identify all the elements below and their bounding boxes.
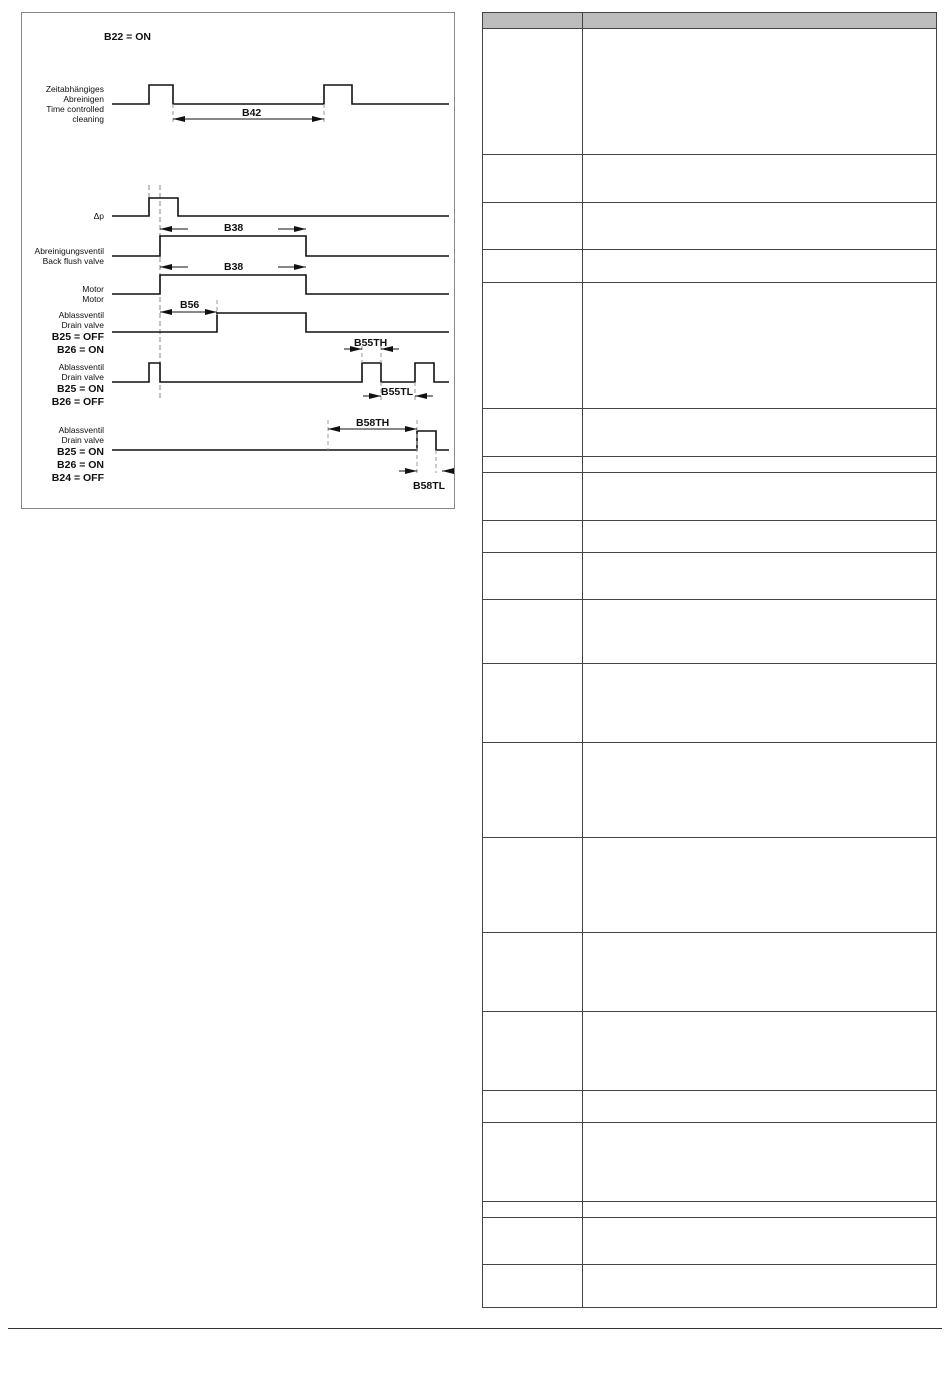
table-row (483, 1202, 937, 1218)
table-row (483, 743, 937, 838)
table-cell-description (583, 283, 937, 409)
svg-text:Ablassventil: Ablassventil (58, 310, 104, 320)
table-cell-parameter (483, 743, 583, 838)
waveform-drain2 (112, 363, 449, 382)
table-cell-description (583, 457, 937, 473)
table-header-row (483, 13, 937, 29)
svg-text:Ablassventil: Ablassventil (58, 425, 104, 435)
svg-text:Abreinigungsventil: Abreinigungsventil (34, 246, 104, 256)
svg-text:Zeitabhängiges: Zeitabhängiges (45, 84, 104, 94)
table-cell-parameter (483, 457, 583, 473)
svg-text:cleaning: cleaning (72, 114, 104, 124)
table-row (483, 664, 937, 743)
table-row (483, 1265, 937, 1308)
interval-b55th-label: B55TH (354, 337, 388, 349)
table-cell-parameter (483, 1123, 583, 1202)
svg-text:Drain valve: Drain valve (61, 320, 104, 330)
table-row (483, 250, 937, 283)
table-cell-parameter (483, 553, 583, 600)
table-cell-parameter (483, 1218, 583, 1265)
table-cell-parameter (483, 250, 583, 283)
table-cell-parameter (483, 155, 583, 203)
svg-text:Ablassventil: Ablassventil (58, 362, 104, 372)
waveform-time-cleaning (112, 85, 449, 104)
table-cell-description (583, 743, 937, 838)
interval-b55tl-label: B55TL (381, 386, 414, 398)
table-cell-description (583, 29, 937, 155)
table-cell-description (583, 838, 937, 933)
signal-backflush-label (35, 246, 105, 266)
waveform-drain3 (112, 431, 449, 450)
table-row (483, 1218, 937, 1265)
svg-text:Drain valve: Drain valve (61, 372, 104, 382)
table-cell-description (583, 1091, 937, 1123)
table-row (483, 283, 937, 409)
table-cell-parameter (483, 600, 583, 664)
signal-dp-label: Δp (93, 211, 104, 221)
table-row (483, 933, 937, 1012)
table-cell-description (583, 1012, 937, 1091)
table-cell-parameter (483, 1202, 583, 1218)
table-cell-parameter (483, 933, 583, 1012)
table-row (483, 1091, 937, 1123)
table-row (483, 553, 937, 600)
table-cell-parameter (483, 838, 583, 933)
waveform-backflush (112, 236, 449, 256)
table-cell-parameter (483, 1091, 583, 1123)
table-cell-description (583, 1265, 937, 1308)
svg-text:B25 = ON: B25 = ON (57, 383, 104, 395)
table-cell-description (583, 473, 937, 521)
table-cell-description (583, 1218, 937, 1265)
interval-b42-label: B42 (242, 107, 262, 119)
table-cell-parameter (483, 1012, 583, 1091)
svg-text:B24 = OFF: B24 = OFF (51, 472, 104, 484)
table-cell-description (583, 933, 937, 1012)
table-header-cell (583, 13, 937, 29)
table-cell-description (583, 553, 937, 600)
table-row (483, 203, 937, 250)
interval-b38-backflush-label: B38 (224, 222, 244, 234)
table-row (483, 457, 937, 473)
table-row (483, 521, 937, 553)
table-cell-description (583, 203, 937, 250)
table-body (483, 29, 937, 1308)
table-row (483, 155, 937, 203)
svg-text:Motor: Motor (82, 284, 104, 294)
table-row (483, 1123, 937, 1202)
table-cell-description (583, 155, 937, 203)
svg-text:B25 = OFF: B25 = OFF (51, 331, 104, 343)
config-header: B22 = ON (104, 31, 151, 43)
svg-text:B25 = ON: B25 = ON (57, 446, 104, 458)
interval-b38-motor-label: B38 (224, 261, 244, 273)
parameter-table (482, 12, 937, 1308)
timing-diagram-frame (21, 12, 455, 509)
table-row (483, 473, 937, 521)
svg-text:Drain valve: Drain valve (61, 435, 104, 445)
table-cell-description (583, 1202, 937, 1218)
table-cell-parameter (483, 664, 583, 743)
table-cell-description (583, 250, 937, 283)
table-cell-parameter (483, 409, 583, 457)
signal-drain3-label (52, 425, 105, 484)
interval-b56-label: B56 (180, 299, 200, 311)
svg-text:Abreinigen: Abreinigen (63, 94, 104, 104)
svg-text:B26 = OFF: B26 = OFF (51, 396, 104, 408)
table-row (483, 409, 937, 457)
table-row (483, 1012, 937, 1091)
waveform-dp (112, 198, 449, 216)
timing-diagram (22, 13, 456, 510)
table-cell-description (583, 1123, 937, 1202)
table-header-cell (483, 13, 583, 29)
table-cell-parameter (483, 473, 583, 521)
table-cell-parameter (483, 521, 583, 553)
svg-text:B26 = ON: B26 = ON (57, 344, 104, 356)
table-cell-description (583, 664, 937, 743)
signal-drain1-label (52, 310, 105, 356)
table-cell-description (583, 409, 937, 457)
signal-time-cleaning-label (46, 84, 104, 124)
signal-drain2-label (52, 362, 105, 408)
table-cell-parameter (483, 1265, 583, 1308)
interval-b58tl-label: B58TL (413, 480, 446, 492)
table-cell-parameter (483, 203, 583, 250)
table-cell-description (583, 600, 937, 664)
svg-text:Motor: Motor (82, 294, 104, 304)
interval-b58th-label: B58TH (356, 417, 390, 429)
page-footer-rule (8, 1328, 942, 1329)
table-cell-parameter (483, 29, 583, 155)
waveform-drain1 (112, 313, 449, 332)
svg-text:Back flush valve: Back flush valve (42, 256, 104, 266)
table-row (483, 29, 937, 155)
table-row (483, 600, 937, 664)
table-cell-parameter (483, 283, 583, 409)
table-cell-description (583, 521, 937, 553)
table-row (483, 838, 937, 933)
svg-text:Time controlled: Time controlled (46, 104, 104, 114)
svg-text:B26 = ON: B26 = ON (57, 459, 104, 471)
signal-motor-label (82, 284, 104, 304)
waveform-motor (112, 275, 449, 294)
